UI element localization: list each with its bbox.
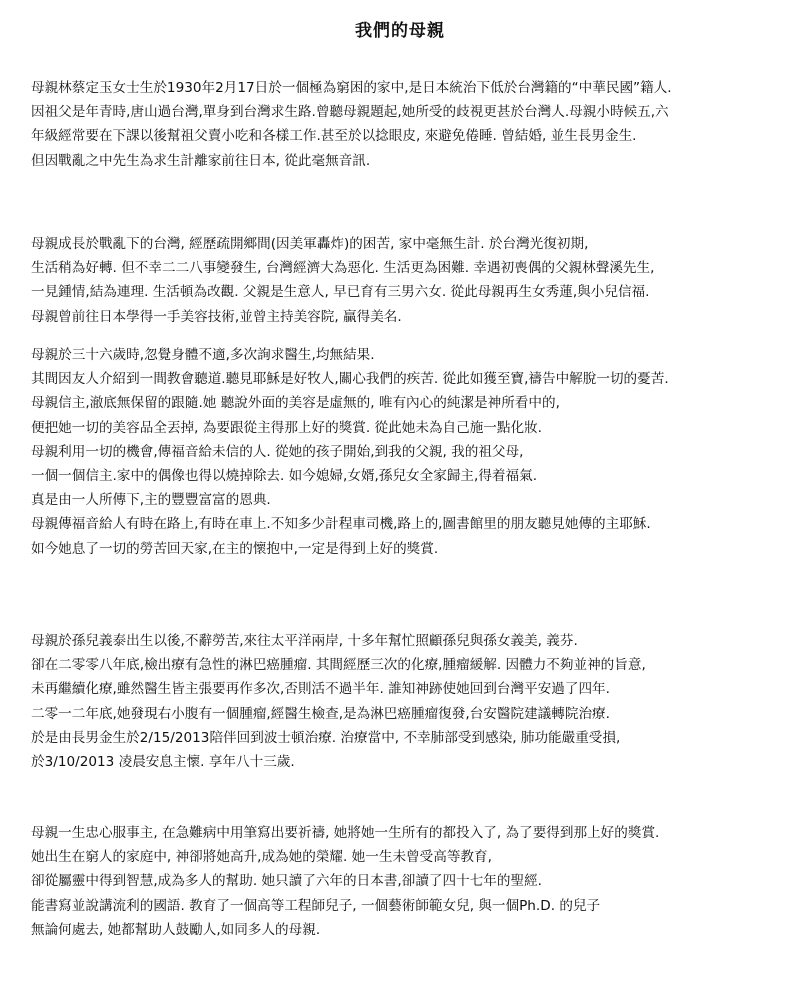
paragraph-1 [31, 76, 791, 173]
text-line: 便把她一切的美容品全丟掉, 為要跟從主得那上好的獎賞. 從此她未為自己施一點化妝. [31, 419, 542, 436]
text-line: 於3/10/2013 凌晨安息主懷. 享年八十三歲. [31, 753, 295, 770]
text-line: 但因戰亂之中先生為求生計離家前往日本, 從此毫無音訊. [31, 152, 371, 169]
document-title: 我們的母親 [355, 21, 445, 41]
text-line: 因祖父是年青時,唐山過台灣,單身到台灣求生路.曾聽母親題起,她所受的歧視更甚於台灣人.母親小時候五,六 [31, 104, 669, 121]
text-line: 母親信主,澈底無保留的跟隨.她 聽說外面的美容是虛無的, 唯有內心的純潔是神所看中的, [31, 395, 560, 412]
text-line: 母親利用一切的機會,傳福音給未信的人. 從她的孩子開始,到我的父親, 我的祖父母, [31, 443, 524, 460]
paragraph-5 [31, 821, 791, 942]
text-line: 能書寫並說講流利的國語. 教育了一個高等工程師兒子, 一個藝術師範女兒, 與一個Ph.D. 的兒子 [31, 897, 601, 914]
paragraph-2 [31, 232, 791, 329]
text-line: 母親於三十六歲時,忽覺身體不適,多次詢求醫生,均無結果. [31, 347, 375, 363]
text-line: 如今她息了一切的勞苦回天家,在主的懷抱中,一定是得到上好的獎賞. [31, 540, 439, 557]
text-line: 未再繼續化療,雖然醫生皆主張要再作多次,否則活不過半年. 誰知神跡使她回到台灣平安過了四年. [31, 681, 610, 698]
text-line: 母親傳福音給人有時在路上,有時在車上.不知多少計程車司機,路上的,圖書館里的朋友聽見她傳的主耶穌. [31, 516, 651, 533]
text-line: 真是由一人所傳下,主的豐豐富富的恩典. [31, 492, 271, 509]
text-line: 母親一生忠心服事主, 在急難病中用筆寫出要祈禱, 她將她一生所有的都投入了, 為了要得到那上好的獎賞. [31, 825, 660, 841]
text-line: 母親成長於戰亂下的台灣, 經歷疏開鄉間(因美軍轟炸)的困苦, 家中毫無生計. 於台灣光復初期, [31, 236, 589, 252]
text-line: 年級經常要在下課以後幫祖父賣小吃和各樣工作.甚至於以捻眼皮, 來避免倦睡. 曾結婚, 並生長男金生. [31, 128, 637, 145]
text-line: 母親曾前往日本學得一手美容技術,並曾主持美容院, 贏得美名. [31, 308, 402, 325]
paragraph-4 [31, 629, 791, 774]
text-line: 無論何處去, 她都幫助人鼓勵人,如同多人的母親. [31, 921, 321, 938]
text-line: 她出生在窮人的家庭中, 神卻將她高升,成為她的榮耀. 她一生未曾受高等教育, [31, 849, 492, 866]
text-line: 於是由長男金生於2/15/2013陪伴回到波士頓治療. 治療當中, 不幸肺部受到感染, 肺功能嚴重受損, [31, 729, 621, 746]
text-line: 生活稍為好轉. 但不幸二二八事變發生, 台灣經濟大為惡化. 生活更為困難. 幸遇初喪偶的父親林聲溪先生, [31, 260, 655, 277]
text-line: 卻在二零零八年底,檢出療有急性的淋巴癌腫瘤. 其間經歷三次的化療,腫瘤緩解. 因體力不夠並神的旨意, [31, 657, 646, 674]
text-line: 母親林蔡定玉女士生於1930年2月17日於一個極為窮困的家中,是日本統治下低於台灣籍的“中華民國”籍人. [31, 80, 672, 96]
text-line: 其間因友人介紹到一間教會聽道.聽見耶穌是好牧人,關心我們的疾苦. 從此如獲至寶,禱告中解脫一切的憂苦. [31, 371, 669, 388]
text-line: 一見鍾情,結為連理. 生活頓為改觀. 父親是生意人, 早已育有三男六女. 從此母親再生女秀蓮,與小兒信福. [31, 284, 650, 301]
text-line: 二零一二年底,她發現右小腹有一個腫瘤,經醫生檢查,是為淋巴癌腫瘤復發,台安醫院建議轉院治療. [31, 705, 610, 722]
text-line: 一個一個信主.家中的偶像也得以燒掉除去. 如今媳婦,女婿,孫兒女全家歸主,得着福氣. [31, 467, 538, 484]
paragraph-3 [31, 343, 791, 561]
text-line: 卻從屬靈中得到智慧,成為多人的幫助. 她只讀了六年的日本書,卻讀了四十七年的聖經. [31, 873, 542, 890]
text-line: 母親於孫兒義泰出生以後,不辭勞苦,來往太平洋兩岸, 十多年幫忙照顧孫兒與孫女義美, 義芬. [31, 633, 578, 649]
